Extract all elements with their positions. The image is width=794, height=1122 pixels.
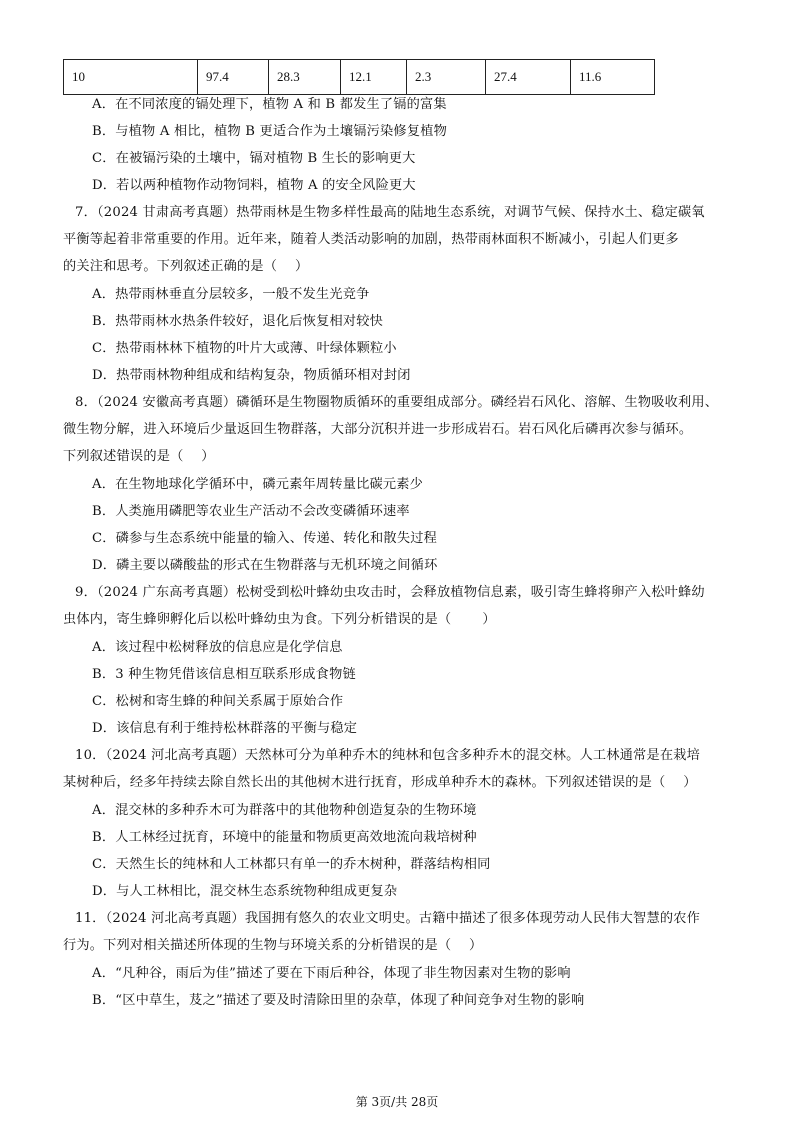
q11-option-b: B．“区中草生，芨之”描述了要及时清除田里的杂草，体现了种间竞争对生物的影响 [92,993,585,1008]
q9-option-b: B．3 种生物凭借该信息相互联系形成食物链 [92,667,356,682]
q8-stem-line: 8．（2024 安徽高考真题）磷循环是生物圈物质循环的重要组成部分。磷经岩石风化、溶解、生物吸收利用、 [75,395,719,410]
q10-stem-line: 10．（2024 河北高考真题）天然林可分为单种乔木的纯林和包含多种乔木的混交林。人工林通常是在栽培 [75,748,700,763]
q7-stem-line: 7．（2024 甘肃高考真题）热带雨林是生物多样性最高的陆地生态系统，对调节气候、保持水土、稳定碳氧 [75,205,705,220]
q9-option-d: D．该信息有利于维持松林群落的平衡与稳定 [92,721,358,736]
q6-option-c: C．在被镉污染的土壤中，镉对植物 B 生长的影响更大 [92,151,416,166]
q7-stem-line: 平衡等起着非常重要的作用。近年来，随着人类活动影响的加剧，热带雨林面积不断减小，引起人们更多 [63,232,679,247]
q10-option-c: C．天然生长的纯林和人工林都只有单一的乔木树种，群落结构相同 [92,857,491,872]
q10-option-d: D．与人工林相比，混交林生态系统物种组成更复杂 [92,884,398,899]
table-cell: 27.4 [486,60,571,95]
q10-option-b: B．人工林经过抚育，环境中的能量和物质更高效地流向栽培树种 [92,830,477,845]
table-cell: 11.6 [571,60,655,95]
q7-option-b: B．热带雨林水热条件较好，退化后恢复相对较快 [92,314,384,329]
q8-option-b: B．人类施用磷肥等农业生产活动不会改变磷循环速率 [92,504,410,519]
table-cell: 97.4 [198,60,269,95]
table-cell: 28.3 [269,60,341,95]
q9-stem-line: 虫体内，寄生蜂卵孵化后以松叶蜂幼虫为食。下列分析错误的是（ ） [63,612,496,627]
table-cell: 12.1 [341,60,407,95]
q7-option-a: A．热带雨林垂直分层较多，一般不发生光竞争 [92,287,370,302]
table-row [64,60,655,95]
q7-stem-line: 的关注和思考。下列叙述正确的是（ ） [63,259,309,274]
q7-option-d: D．热带雨林物种组成和结构复杂，物质循环相对封闭 [92,368,411,383]
q9-stem-line: 9．（2024 广东高考真题）松树受到松叶蜂幼虫攻击时，会释放植物信息素，吸引寄生蜂将卵产入松叶蜂幼 [75,585,705,600]
q6-option-a: A．在不同浓度的镉处理下，植物 A 和 B 都发生了镉的富集 [92,97,447,112]
q8-option-d: D．磷主要以磷酸盐的形式在生物群落与无机环境之间循环 [92,558,438,573]
q11-option-a: A．“凡种谷，雨后为佳”描述了要在下雨后种谷，体现了非生物因素对生物的影响 [92,966,571,981]
q11-stem-line: 行为。下列对相关描述所体现的生物与环境关系的分析错误的是（ ） [63,938,483,953]
q6-option-d: D．若以两种植物作动物饲料，植物 A 的安全风险更大 [92,178,416,193]
data-table [63,59,655,95]
q6-option-b: B．与植物 A 相比，植物 B 更适合作为土壤镉污染修复植物 [92,124,447,139]
page-number: 第 3页/共 28页 [355,1095,439,1109]
q9-option-a: A．该过程中松树释放的信息应是化学信息 [92,640,343,655]
q9-option-c: C．松树和寄生蜂的种间关系属于原始合作 [92,694,344,709]
q10-stem-line: 某树种后，经多年持续去除自然长出的其他树木进行抚育，形成单种乔木的森林。下列叙述错误的是（ ） [63,775,697,790]
q8-stem-line: 下列叙述错误的是（ ） [63,449,215,464]
table-cell: 10 [64,60,198,95]
q11-stem-line: 11．（2024 河北高考真题）我国拥有悠久的农业文明史。古籍中描述了很多体现劳动人民伟大智慧的农作 [75,911,700,926]
q7-option-c: C．热带雨林林下植物的叶片大或薄、叶绿体颗粒小 [92,341,397,356]
q8-option-a: A．在生物地球化学循环中，磷元素年周转量比碳元素少 [92,477,424,492]
table-cell: 2.3 [407,60,486,95]
q8-stem-line: 微生物分解，进入环境后少量返回生物群落，大部分沉积并进一步形成岩石。岩石风化后磷再次参与循环。 [63,422,693,437]
q10-option-a: A．混交林的多种乔木可为群落中的其他物种创造复杂的生物环境 [92,803,477,818]
q8-option-c: C．磷参与生态系统中能量的输入、传递、转化和散失过程 [92,531,437,546]
